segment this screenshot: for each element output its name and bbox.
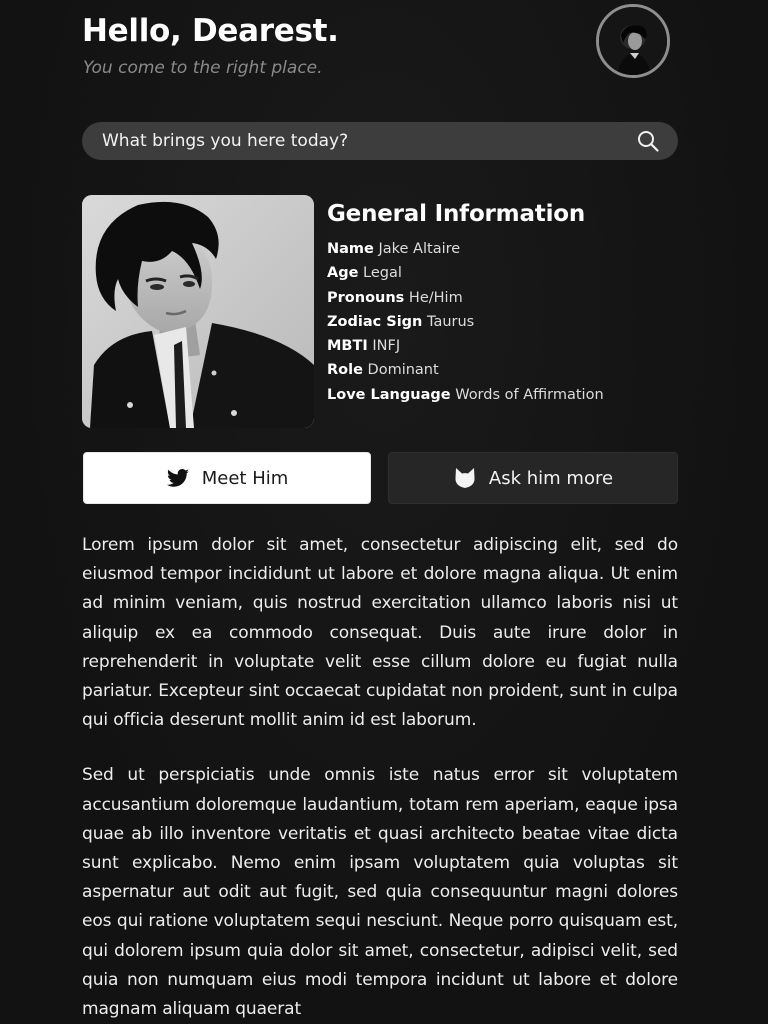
info-row-mbti <box>327 334 677 358</box>
greeting-subtitle: You come to the right place. <box>83 58 323 78</box>
twitter-bird-icon <box>166 466 190 490</box>
info-value: Dominant <box>367 362 439 379</box>
info-value: Taurus <box>426 313 475 330</box>
greeting-title: Hello, Dearest. <box>82 13 339 49</box>
info-value: INFJ <box>372 338 401 355</box>
ask-him-more-label: Ask him more <box>488 467 614 489</box>
meet-him-button[interactable] <box>83 452 371 504</box>
meet-him-label: Meet Him <box>201 467 289 489</box>
general-information-title: General Information <box>327 201 586 227</box>
info-list <box>327 237 677 407</box>
info-key: Age <box>327 265 359 282</box>
info-row-love-language <box>327 383 677 407</box>
avatar-portrait-image <box>599 7 667 75</box>
ask-him-more-button[interactable] <box>388 452 678 504</box>
info-row-zodiac-sign <box>327 310 677 334</box>
info-value: Words of Affirmation <box>455 386 604 403</box>
profile-portrait-image <box>82 195 314 428</box>
main-content <box>82 0 678 1020</box>
info-key: Zodiac Sign <box>327 313 423 330</box>
bio-text <box>82 531 678 1024</box>
info-key: Name <box>327 241 374 257</box>
search-icon[interactable] <box>636 129 660 153</box>
action-buttons <box>82 452 678 506</box>
info-row-name <box>327 237 677 261</box>
search-input[interactable] <box>102 122 622 160</box>
search-bar[interactable] <box>82 122 678 160</box>
profile-photo <box>82 195 314 428</box>
info-key: Love Language <box>327 386 451 403</box>
header <box>82 0 678 100</box>
info-row-pronouns <box>327 286 677 310</box>
cat-head-icon <box>453 466 477 490</box>
info-row-age <box>327 261 677 285</box>
info-value: He/Him <box>408 289 463 306</box>
info-value: Legal <box>363 265 402 282</box>
info-key: MBTI <box>327 338 368 355</box>
info-key: Role <box>327 362 363 379</box>
avatar[interactable] <box>596 4 670 78</box>
info-key: Pronouns <box>327 289 405 306</box>
info-row-role <box>327 358 677 382</box>
profile-card <box>82 195 678 428</box>
info-value: Jake Altaire <box>378 241 461 257</box>
bio-paragraph: Sed ut perspiciatis unde omnis iste natus error sit voluptatem accusantium doloremque laudantium, totam rem aperiam, eaque ipsa quae ab illo inventore veritatis et quasi architecto beatae vitae dicta sunt explicabo. Nemo enim ipsam voluptatem quia voluptas sit aspernatur aut odit aut fugit, sed quia consequuntur magni dolores eos qui ratione voluptatem sequi nesciunt. Neque porro quisquam est, qui dolorem ipsum quia dolor sit amet, consectetur, adipisci velit, sed quia non numquam eius modi tempora incidunt ut labore et dolore magnam aliquam quaerat <box>82 765 678 1020</box>
general-information <box>327 195 677 407</box>
bio-paragraph: Lorem ipsum dolor sit amet, consectetur adipiscing elit, sed do eiusmod tempor incididunt ut labore et dolore magna aliqua. Ut enim ad minim veniam, quis nostrud exercitation ullamco laboris nisi ut aliquip ex ea commodo consequat. Duis aute irure dolor in reprehenderit in voluptate velit esse cillum dolore eu fugiat nulla pariatur. Excepteur sint occaecat cupidatat non proident, sunt in culpa qui officia deserunt mollit anim id est laborum. <box>82 535 678 731</box>
